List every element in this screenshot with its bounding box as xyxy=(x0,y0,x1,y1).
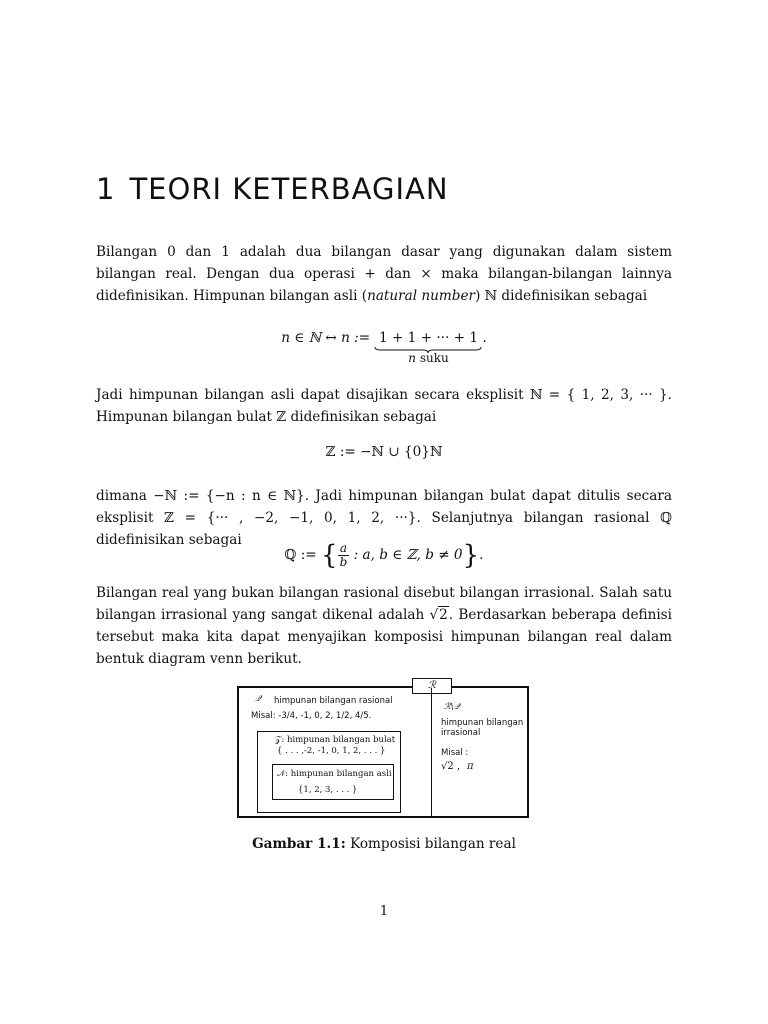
venn-divider xyxy=(431,688,432,816)
equation-3-close-brace: } xyxy=(462,540,480,571)
natural-set-label: 𝒩: himpunan bilangan asli xyxy=(277,769,392,779)
page-number: 1 xyxy=(379,904,389,919)
caption-label: Gambar 1.1: xyxy=(252,836,346,852)
irrational-example-label: Misal : xyxy=(441,748,469,758)
equation-rationals xyxy=(96,542,672,569)
rational-set-example: Misal: -3/4, -1, 0, 2, 1/2, 4/5. xyxy=(251,711,372,721)
underbrace-text: suku xyxy=(419,351,449,365)
equation-3-condition: : a, b ∈ ℤ, b ≠ 0 xyxy=(349,547,463,563)
paragraph-4-text-a: Bilangan real yang bukan bilangan rasional disebut bilangan irrasional. Salah satu bilangan irrasional yang sangat dikenal adalah √ xyxy=(96,585,672,623)
equation-3-end: . xyxy=(479,547,484,563)
equation-integers: ℤ := −ℕ ∪ {0}ℕ xyxy=(325,444,443,460)
paragraph-1-italic: natural number xyxy=(367,288,476,304)
irrational-example-sqrt2: √2 , xyxy=(441,761,461,772)
integer-set-example: { . . . ,-2, -1, 0, 1, 2, . . . } xyxy=(277,746,386,756)
equation-3-lhs: ℚ := xyxy=(284,547,322,563)
paragraph-4-text-b: . Berdasarkan beberapa definisi tersebut maka kita dapat menyajikan komposisi himpunan bilangan real dalam bentuk diagram venn berikut. xyxy=(96,607,672,667)
paragraph-1-text-a: Bilangan 0 dan 1 adalah dua bilangan dasar yang digunakan dalam sistem bilangan real. Dengan dua operasi + dan × maka bilangan-bilangan lainnya didefinisikan. Himpunan bilangan asli ( xyxy=(96,244,672,304)
sqrt-radicand: 2 xyxy=(439,607,448,623)
section-number: 1 xyxy=(96,172,116,206)
paragraph-1 xyxy=(96,241,672,307)
rational-set-symbol: 𝒬 xyxy=(255,694,262,704)
underbrace-group xyxy=(374,330,482,364)
irrational-example-pi: π xyxy=(467,761,474,772)
irrational-set-label-1: himpunan bilangan xyxy=(441,718,524,728)
equation-3-open-brace: { xyxy=(321,540,338,571)
figure-caption xyxy=(96,836,672,852)
equation-1-lhs: n ∈ ℕ ↔ n := xyxy=(281,330,375,346)
natural-set-box xyxy=(272,764,394,800)
natural-set-example: {1, 2, 3, . . . } xyxy=(298,785,358,795)
caption-text: Komposisi bilangan real xyxy=(345,836,516,852)
paragraph-4 xyxy=(96,582,672,670)
rational-set-label: himpunan bilangan rasional xyxy=(274,696,393,706)
equation-1-end: . xyxy=(482,330,487,346)
fraction-numerator: a xyxy=(338,542,350,556)
section-title xyxy=(96,172,449,206)
paragraph-1-text-b: ) ℕ didefinisikan sebagai xyxy=(475,288,648,304)
paragraph-2: Jadi himpunan bilangan asli dapat disajikan secara eksplisit ℕ = { 1, 2, 3, ··· }. Himpunan bilangan bulat ℤ didefinisikan sebagai xyxy=(96,387,672,425)
venn-diagram xyxy=(237,680,529,818)
paragraph-3: dimana −ℕ := {−n : n ∈ ℕ}. Jadi himpunan bilangan bulat dapat ditulis secara eksplisit ℤ = {··· , −2, −1, 0, 1, 2, ···}. Selanjutnya bilangan rasional ℚ didefinisikan sebagai xyxy=(96,488,672,548)
integer-set-label: 𝒵: himpunan bilangan bulat xyxy=(275,735,396,745)
equation-natural-numbers xyxy=(96,330,672,364)
irrational-set-label-2: irrasional xyxy=(441,728,481,738)
integer-set-box xyxy=(257,731,401,813)
fraction xyxy=(338,542,350,569)
fraction-denominator: b xyxy=(339,555,348,569)
real-set-label: ℛ xyxy=(412,678,452,694)
equation-1-body: 1 + 1 + ··· + 1 xyxy=(378,330,478,346)
section-title-text: TEORI KETERBAGIAN xyxy=(129,172,449,206)
irrational-set-symbol: ℛ\𝒬 xyxy=(444,702,460,712)
underbrace-n: n xyxy=(408,351,416,365)
